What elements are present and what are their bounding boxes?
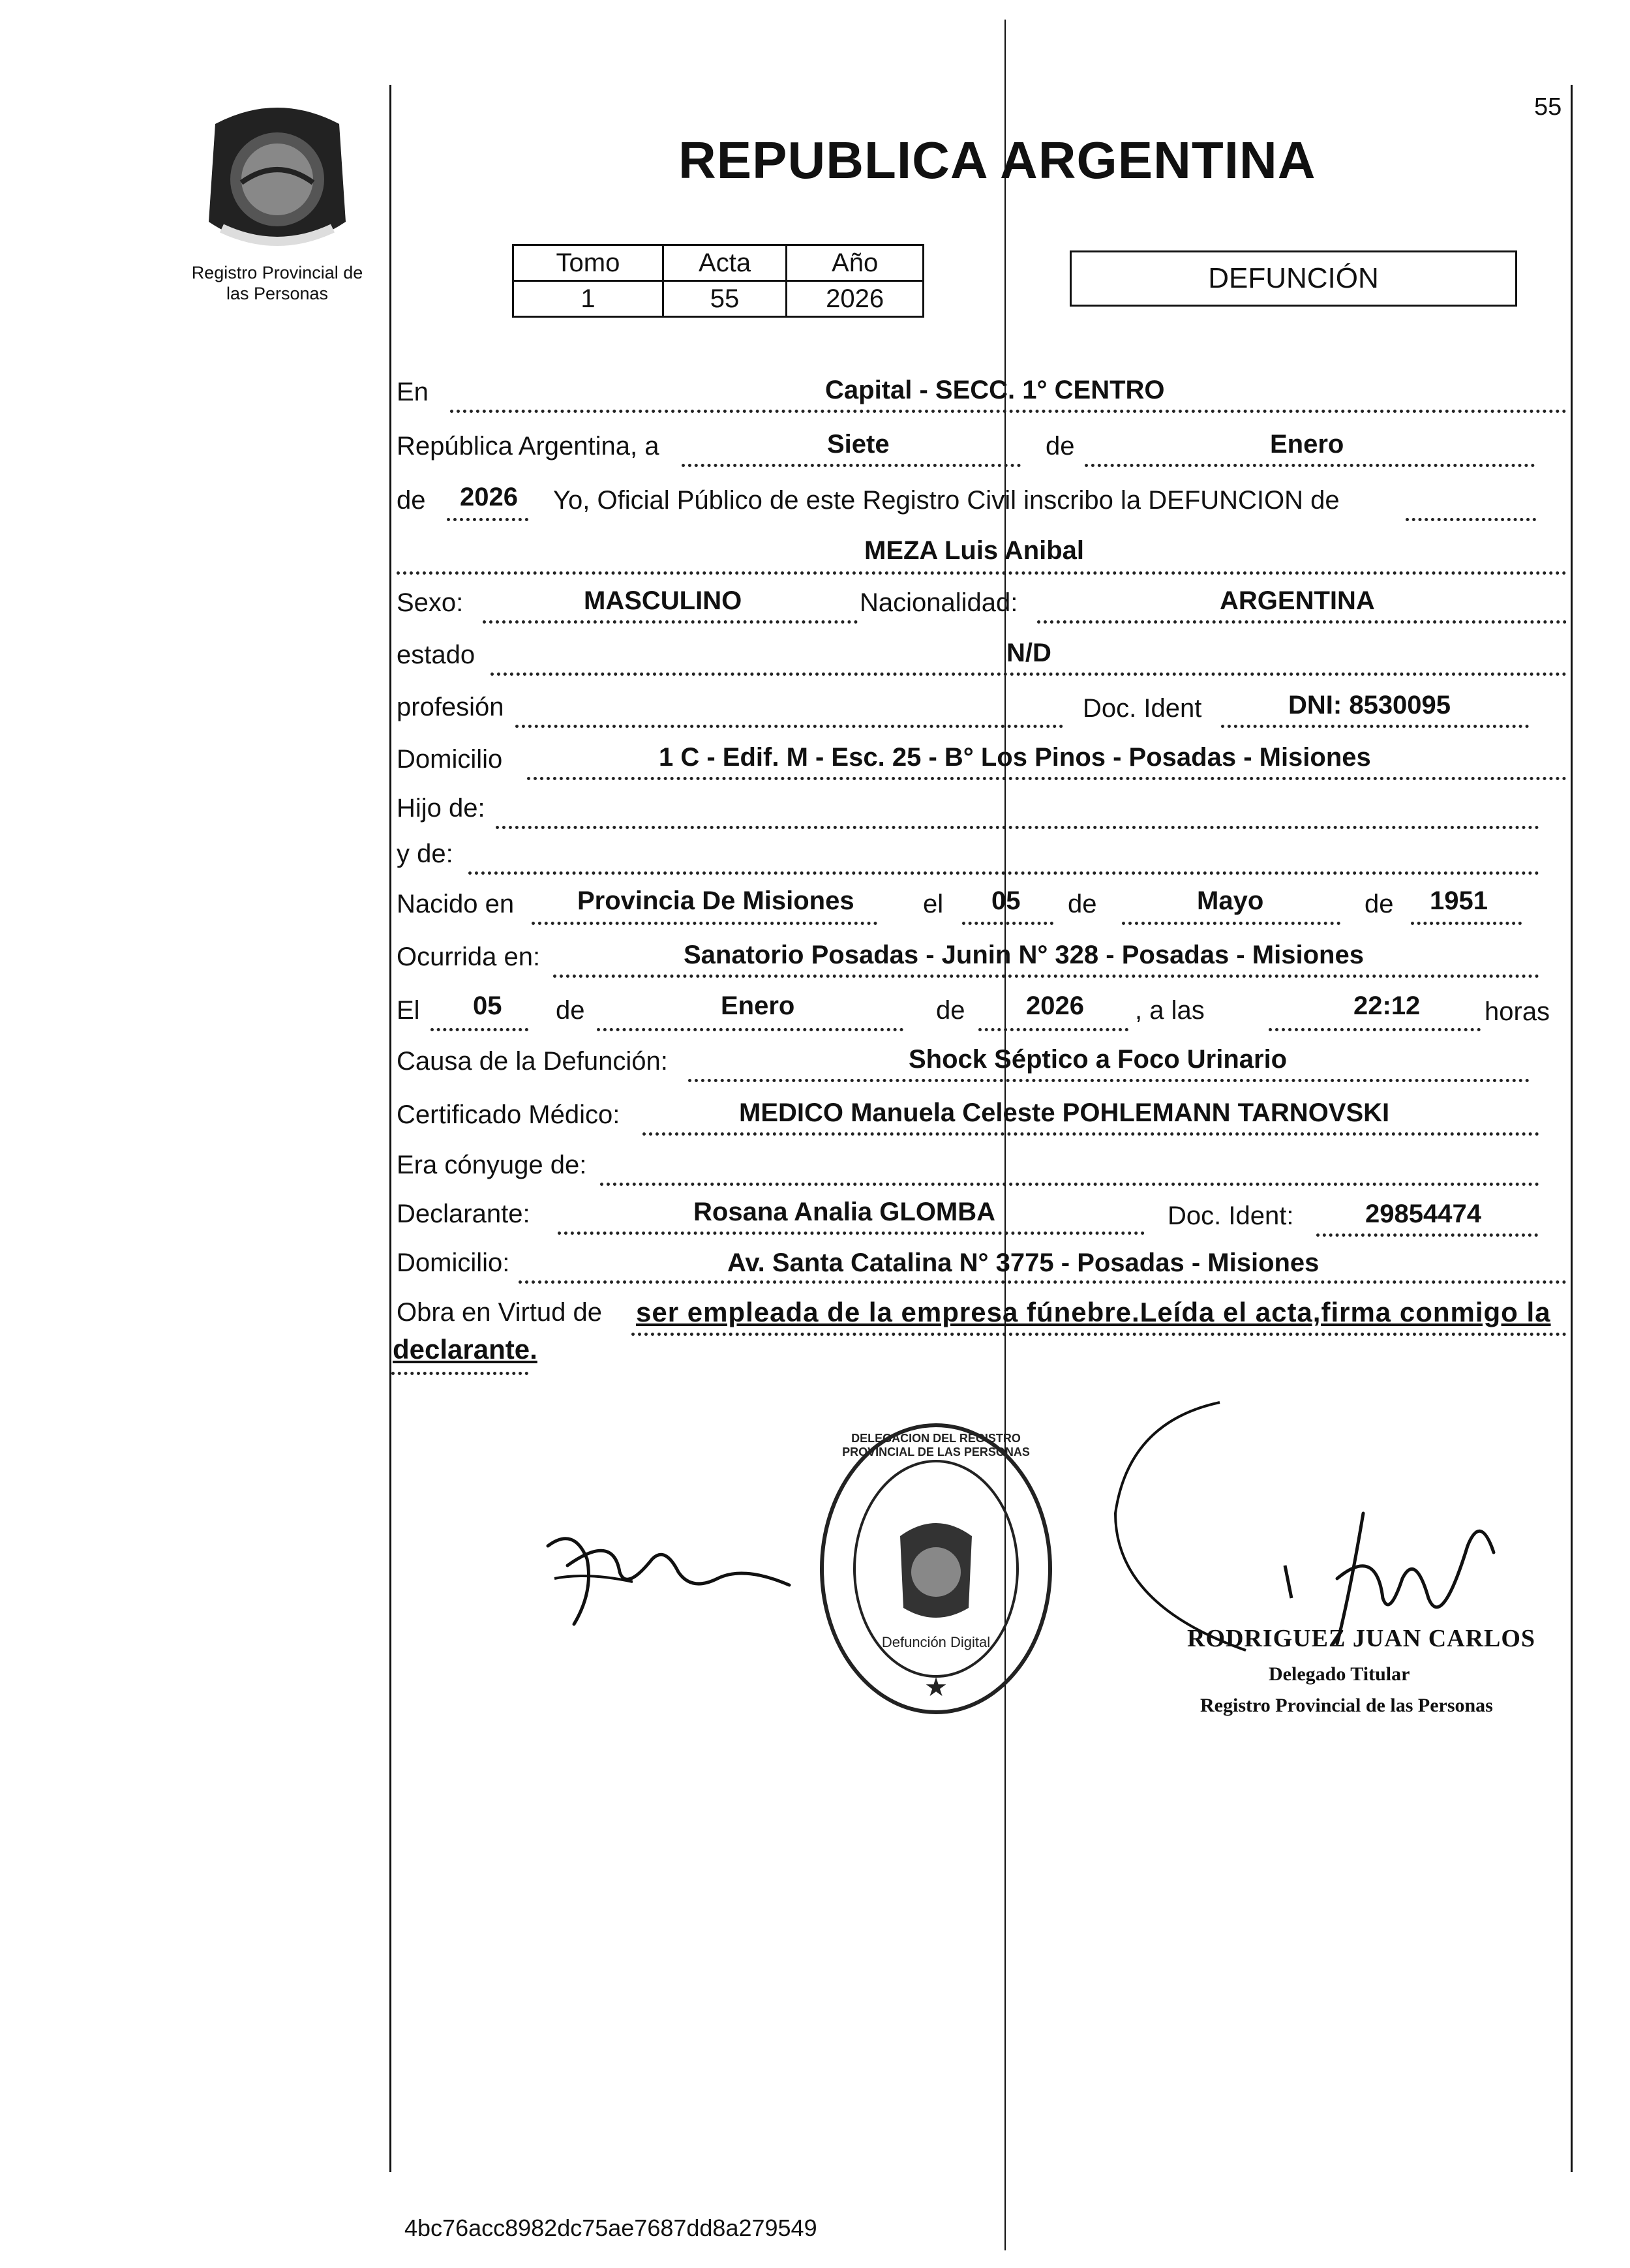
- left-margin-rule: [389, 85, 391, 2172]
- official-stamp: [815, 1419, 1057, 1719]
- official-role: Delegado Titular: [1269, 1663, 1410, 1685]
- stamp-ring-text: DELEGACION DEL REGISTRO PROVINCIAL DE LAS PERSONAS: [842, 1432, 1030, 1459]
- label-doc-ident2: Doc. Ident:: [1168, 1202, 1294, 1230]
- header-acta: Acta: [663, 245, 786, 281]
- label-estado: estado: [397, 641, 475, 669]
- right-margin-rule: [1571, 85, 1573, 2172]
- value-declarante: Rosana Analia GLOMBA: [693, 1198, 996, 1226]
- province-shield-icon: [196, 98, 359, 261]
- registry-caption-line2: las Personas: [226, 284, 329, 303]
- document-title: REPUBLICA ARGENTINA: [678, 131, 1316, 189]
- value-def-hora: 22:12: [1353, 991, 1421, 1020]
- value-def-anio: 2026: [1026, 991, 1084, 1020]
- field-y-de-line: [468, 840, 1539, 875]
- value-causa: Shock Séptico a Foco Urinario: [909, 1045, 1288, 1074]
- field-hijo-de-line: [496, 794, 1539, 829]
- label-certificado: Certificado Médico:: [397, 1100, 620, 1129]
- value-declarante-domicilio: Av. Santa Catalina N° 3775 - Posadas - Misiones: [727, 1248, 1320, 1277]
- header-tomo: Tomo: [513, 245, 663, 281]
- value-lugar: Capital - SECC. 1° CENTRO: [825, 376, 1165, 404]
- label-nacido-en: Nacido en: [397, 890, 515, 918]
- record-table-header: [513, 245, 924, 281]
- value-nacido-en: Provincia De Misiones: [577, 886, 854, 915]
- value-ocurrida-en: Sanatorio Posadas - Junin N° 328 - Posadas - Misiones: [684, 941, 1364, 969]
- record-type-box: DEFUNCIÓN: [1070, 250, 1517, 307]
- label-obra: Obra en Virtud de: [397, 1298, 603, 1327]
- registry-caption: [166, 262, 388, 304]
- document-hash: 4bc76acc8982dc75ae7687dd8a279549: [404, 2215, 817, 2241]
- label-de2: de: [397, 486, 426, 515]
- label-domicilio: Domicilio: [397, 745, 503, 774]
- label-el2: El: [397, 996, 420, 1025]
- value-obra-line2: declarante.: [393, 1334, 537, 1365]
- value-tomo: 1: [513, 281, 663, 317]
- value-nac-anio: 1951: [1430, 886, 1488, 915]
- value-nac-dia: 05: [991, 886, 1021, 915]
- value-declarante-doc: 29854474: [1365, 1200, 1481, 1228]
- registry-caption-line1: Registro Provincial de: [191, 263, 363, 282]
- value-sexo: MASCULINO: [584, 586, 742, 615]
- label-nacionalidad: Nacionalidad:: [860, 588, 1018, 617]
- declarant-signature: [535, 1520, 809, 1637]
- official-name: RODRIGUEZ JUAN CARLOS: [1187, 1625, 1536, 1652]
- label-el: el: [923, 890, 944, 918]
- record-table-values: [513, 281, 924, 317]
- delegation-stamp-icon: [815, 1419, 1057, 1719]
- value-anio: 2026: [787, 281, 924, 317]
- value-nombre: MEZA Luis Anibal: [864, 536, 1085, 565]
- value-nacionalidad: ARGENTINA: [1220, 586, 1375, 615]
- svg-text:★: ★: [924, 1672, 948, 1702]
- value-obra-line1: ser empleada de la empresa fúnebre.Leída el acta,firma conmigo la: [636, 1297, 1551, 1327]
- label-de4: de: [1365, 890, 1394, 918]
- record-table: [512, 244, 924, 318]
- field-conyuge-line: [600, 1151, 1539, 1186]
- official-office: Registro Provincial de las Personas: [1200, 1695, 1493, 1716]
- label-profesion: profesión: [397, 693, 504, 721]
- value-def-dia: 05: [473, 991, 502, 1020]
- label-republica: República Argentina, a: [397, 432, 659, 461]
- value-estado: N/D: [1006, 639, 1051, 667]
- value-mes: Enero: [1270, 430, 1344, 459]
- label-de1: de: [1046, 432, 1075, 461]
- label-en: En: [397, 378, 429, 406]
- value-def-mes: Enero: [721, 991, 795, 1020]
- label-declarante: Declarante:: [397, 1200, 530, 1228]
- stamp-inner-text: Defunción Digital: [881, 1634, 991, 1650]
- label-a-las: , a las: [1135, 996, 1205, 1025]
- value-dni: DNI: 8530095: [1288, 691, 1451, 719]
- page-number: 55: [1534, 93, 1562, 121]
- label-horas: horas: [1485, 997, 1550, 1026]
- header-anio: Año: [787, 245, 924, 281]
- label-causa: Causa de la Defunción:: [397, 1047, 668, 1076]
- label-conyuge: Era cónyuge de:: [397, 1151, 587, 1179]
- label-sexo: Sexo:: [397, 588, 464, 617]
- field-yo-tail-line: [1406, 487, 1536, 521]
- registry-seal: [196, 98, 359, 261]
- label-yo: Yo, Oficial Público de este Registro Civil inscribo la DEFUNCION de: [553, 486, 1340, 515]
- value-dia: Siete: [827, 430, 890, 459]
- label-domicilio2: Domicilio:: [397, 1248, 510, 1277]
- value-acta: 55: [663, 281, 786, 317]
- declarant-signature-icon: [535, 1520, 809, 1637]
- label-de3: de: [1068, 890, 1097, 918]
- value-certificado: MEDICO Manuela Celeste POHLEMANN TARNOVSKI: [739, 1098, 1390, 1127]
- value-anio: 2026: [460, 483, 518, 511]
- value-domicilio: 1 C - Edif. M - Esc. 25 - B° Los Pinos - Posadas - Misiones: [659, 743, 1371, 772]
- label-ocurrida-en: Ocurrida en:: [397, 943, 541, 971]
- value-nac-mes: Mayo: [1197, 886, 1264, 915]
- field-profesion-line: [515, 693, 1063, 728]
- label-de6: de: [936, 996, 965, 1025]
- label-hijo-de: Hijo de:: [397, 794, 485, 823]
- label-y-de: y de:: [397, 839, 453, 868]
- label-doc-ident: Doc. Ident: [1083, 694, 1202, 723]
- label-de5: de: [556, 996, 585, 1025]
